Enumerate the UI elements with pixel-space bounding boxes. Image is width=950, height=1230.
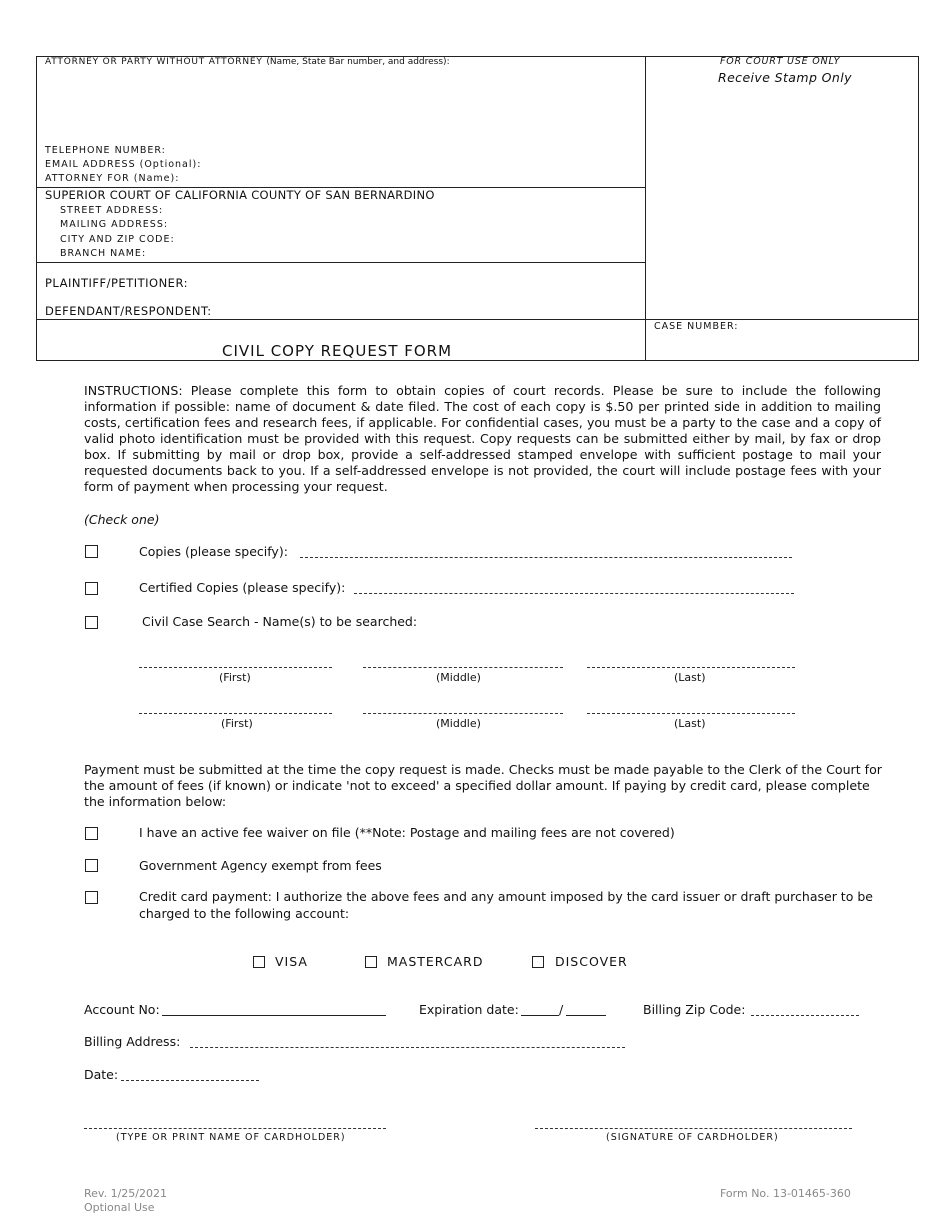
- telephone-label: TELEPHONE NUMBER:: [45, 145, 166, 156]
- attorney-label: [45, 57, 450, 67]
- government-agency-label: Government Agency exempt from fees: [139, 858, 382, 873]
- billing-address-line[interactable]: [190, 1047, 625, 1048]
- discover-label: DISCOVER: [555, 954, 628, 969]
- name2-middle-line[interactable]: [363, 713, 563, 714]
- caption-vertical-divider: [645, 56, 646, 361]
- name1-middle-caption: (Middle): [436, 671, 481, 684]
- attorney-label-sub: (Name, State Bar number, and address):: [266, 57, 450, 67]
- billing-zip-label: Billing Zip Code:: [643, 1002, 746, 1017]
- copies-checkbox[interactable]: [85, 545, 98, 558]
- name2-middle-caption: (Middle): [436, 717, 481, 730]
- cardholder-signature-line[interactable]: [535, 1128, 852, 1129]
- expiration-year-line[interactable]: [566, 1015, 606, 1016]
- name1-middle-line[interactable]: [363, 667, 563, 668]
- name2-first-line[interactable]: [139, 713, 332, 714]
- instructions-text: INSTRUCTIONS: Please complete this form to obtain copies of court records. Please be sure to include the following information if possible: name of document & date filed. The cost of each copy is $.50 per printed side in addition to mailing costs, certification fees and research fees, if applicable. For confidential cases, you must be a party to the case and a copy of valid photo identification must be provided with this request. Copy requests can be submitted either by mail, by fax or drop box. If submitting by mail or drop box, provide a self-addressed stamped envelope with sufficient postage to mail your requested documents back to you. If a self-addressed envelope is not provided, the court will include postage fees with your form of payment when processing your request.: [84, 383, 881, 494]
- name1-last-line[interactable]: [587, 667, 795, 668]
- payment-text: Payment must be submitted at the time the copy request is made. Checks must be made payable to the Clerk of the Court for the amount of fees (if known) or indicate 'not to exceed' a specified dollar amount. If paying by credit card, please complete the information below:: [84, 762, 882, 809]
- name1-first-line[interactable]: [139, 667, 332, 668]
- date-line[interactable]: [121, 1080, 259, 1081]
- attorney-label-caps: ATTORNEY OR PARTY WITHOUT ATTORNEY: [45, 57, 263, 67]
- divider-court: [36, 262, 646, 263]
- expiration-label: Expiration date:: [419, 1002, 519, 1017]
- account-no-line[interactable]: [162, 1015, 386, 1016]
- credit-card-checkbox[interactable]: [85, 891, 98, 904]
- expiration-month-line[interactable]: [521, 1015, 559, 1016]
- city-zip-label: CITY AND ZIP CODE:: [60, 234, 175, 245]
- name2-first-caption: (First): [221, 717, 253, 730]
- case-number-label: CASE NUMBER:: [654, 321, 739, 332]
- copies-label: Copies (please specify):: [139, 544, 288, 559]
- name1-last-caption: (Last): [674, 671, 706, 684]
- court-use-label: FOR COURT USE ONLY: [720, 56, 841, 67]
- expiration-slash: /: [559, 1002, 564, 1017]
- government-agency-checkbox[interactable]: [85, 859, 98, 872]
- civil-case-search-checkbox[interactable]: [85, 616, 98, 629]
- civil-case-search-label: Civil Case Search - Name(s) to be searched:: [142, 614, 418, 629]
- name2-last-line[interactable]: [587, 713, 795, 714]
- defendant-label: DEFENDANT/RESPONDENT:: [45, 304, 212, 318]
- discover-checkbox[interactable]: [532, 956, 544, 968]
- branch-name-label: BRANCH NAME:: [60, 248, 147, 259]
- check-one-label: (Check one): [84, 512, 160, 527]
- date-label: Date:: [84, 1067, 119, 1082]
- optional-use: Optional Use: [84, 1201, 155, 1214]
- credit-card-label-line1: Credit card payment: I authorize the above fees and any amount imposed by the card issuer or draft purchaser to be: [139, 889, 873, 904]
- certified-copies-checkbox[interactable]: [85, 582, 98, 595]
- form-number: Form No. 13-01465-360: [720, 1187, 851, 1200]
- certified-copies-label: Certified Copies (please specify):: [139, 580, 346, 595]
- court-name: SUPERIOR COURT OF CALIFORNIA COUNTY OF SAN BERNARDINO: [45, 188, 435, 202]
- email-label: EMAIL ADDRESS (Optional):: [45, 159, 202, 170]
- revision-date: Rev. 1/25/2021: [84, 1187, 167, 1200]
- fee-waiver-checkbox[interactable]: [85, 827, 98, 840]
- certified-fill-line[interactable]: [354, 593, 794, 594]
- copies-fill-line[interactable]: [300, 557, 792, 558]
- receive-stamp-label: Receive Stamp Only: [718, 70, 852, 85]
- cardholder-signature-caption: (SIGNATURE OF CARDHOLDER): [606, 1132, 779, 1143]
- cardholder-name-caption: (TYPE OR PRINT NAME OF CARDHOLDER): [116, 1132, 346, 1143]
- account-no-label: Account No:: [84, 1002, 160, 1017]
- mailing-address-label: MAILING ADDRESS:: [60, 219, 169, 230]
- mastercard-label: MASTERCARD: [387, 954, 484, 969]
- visa-label: VISA: [275, 954, 308, 969]
- mastercard-checkbox[interactable]: [365, 956, 377, 968]
- fee-waiver-label: I have an active fee waiver on file (**Note: Postage and mailing fees are not covered): [139, 825, 675, 840]
- cardholder-name-line[interactable]: [84, 1128, 386, 1129]
- plaintiff-label: PLAINTIFF/PETITIONER:: [45, 276, 188, 290]
- street-address-label: STREET ADDRESS:: [60, 205, 164, 216]
- billing-zip-line[interactable]: [751, 1015, 859, 1016]
- attorney-for-label: ATTORNEY FOR (Name):: [45, 173, 180, 184]
- divider-parties: [36, 319, 919, 320]
- name2-last-caption: (Last): [674, 717, 706, 730]
- form-title: CIVIL COPY REQUEST FORM: [222, 342, 453, 360]
- credit-card-label-line2: charged to the following account:: [139, 906, 350, 921]
- billing-address-label: Billing Address:: [84, 1034, 181, 1049]
- visa-checkbox[interactable]: [253, 956, 265, 968]
- name1-first-caption: (First): [219, 671, 251, 684]
